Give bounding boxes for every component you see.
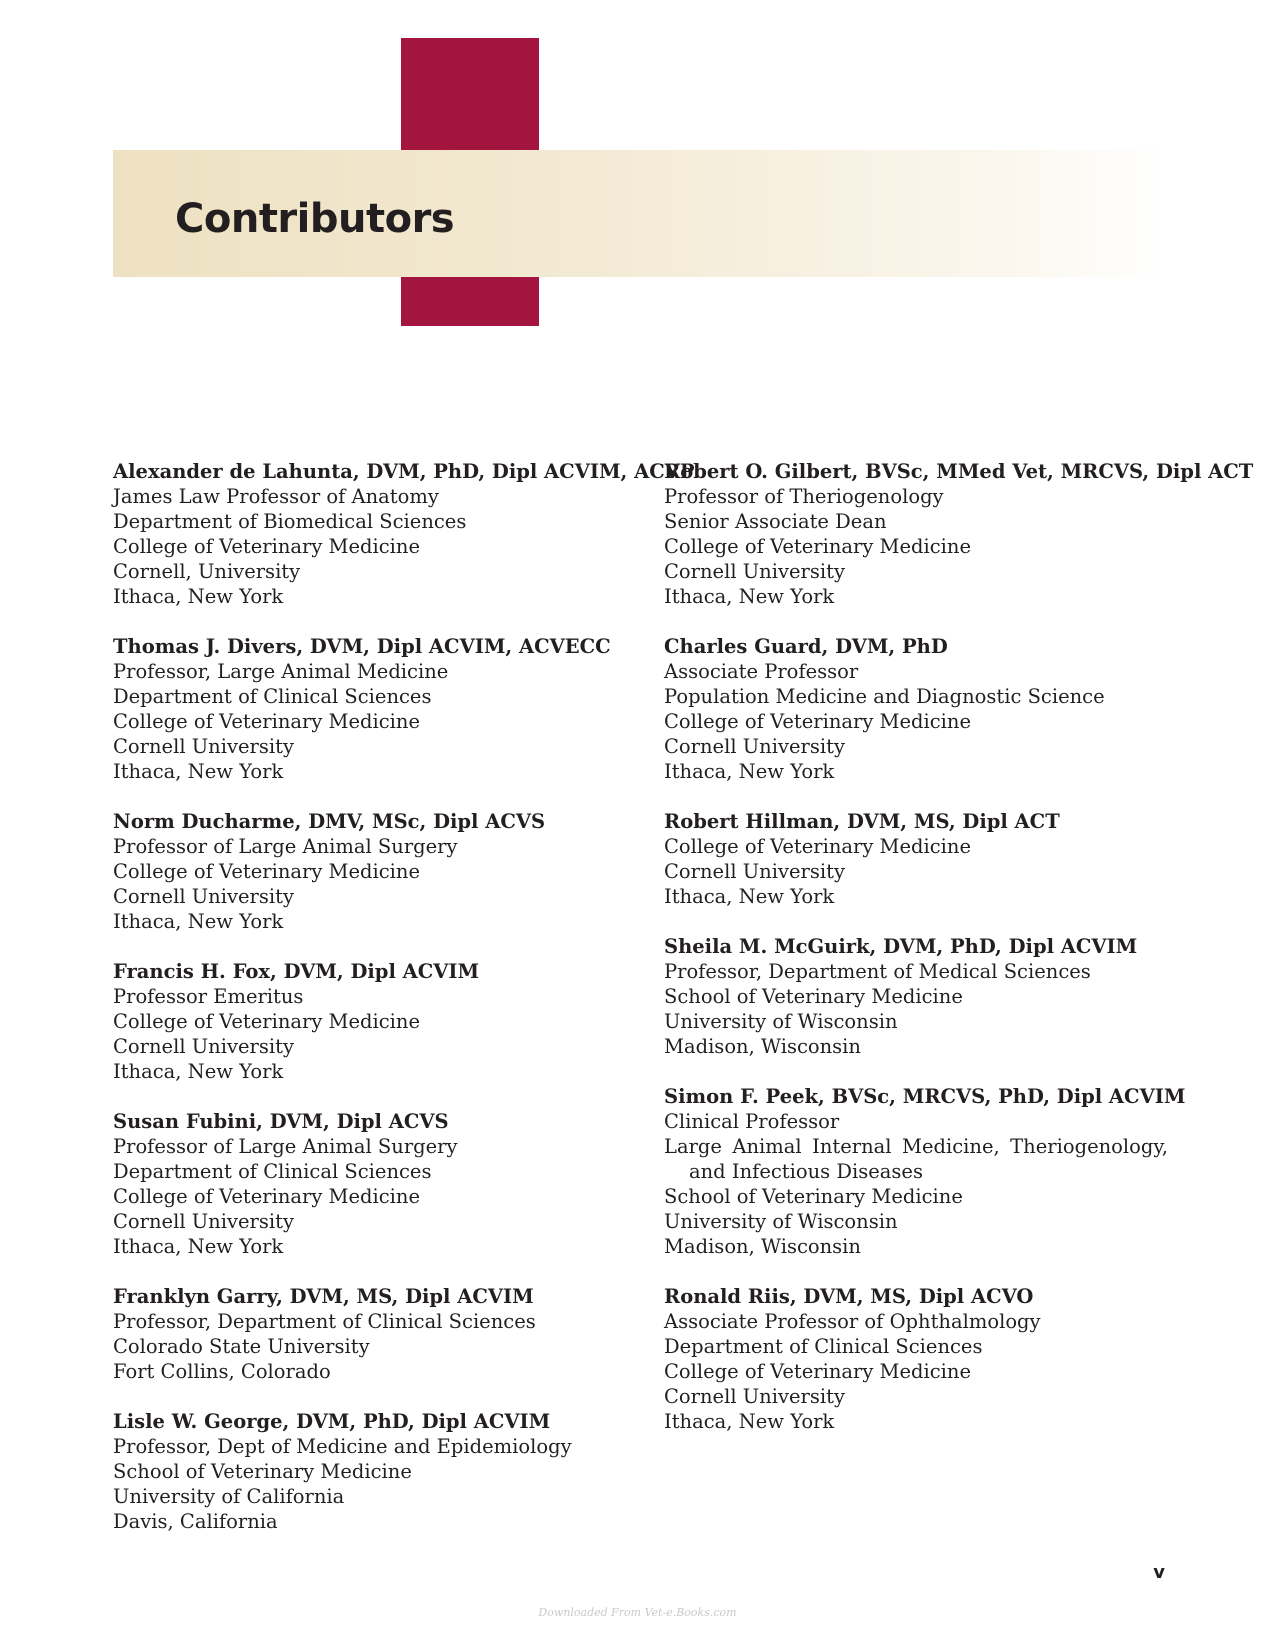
contributor-name: Franklyn Garry, DVM, MS, Dipl ACVIM xyxy=(113,1285,534,1308)
accent-block-bottom xyxy=(401,277,539,326)
contributor-affiliation-line: Department of Clinical Sciences xyxy=(664,1335,983,1358)
contributor-entry xyxy=(664,459,1254,609)
contributor-entry xyxy=(664,809,1168,909)
contributor-entry xyxy=(113,1409,633,1534)
contributor-affiliation-line: Cornell University xyxy=(113,1210,294,1233)
contributor-name: Norm Ducharme, DMV, MSc, Dipl ACVS xyxy=(113,810,546,833)
contributor-affiliation-line: James Law Professor of Anatomy xyxy=(113,485,439,508)
contributor-affiliation-line: Professor of Theriogenology xyxy=(664,485,944,508)
contributor-entry xyxy=(664,934,1168,1059)
contributor-affiliation-line: Ithaca, New York xyxy=(664,585,835,608)
contributor-affiliation-line: Large Animal Internal Medicine, Theriogenology, and Infectious Diseases xyxy=(664,1135,1168,1183)
contributor-entry xyxy=(113,634,633,784)
contributors-column-right xyxy=(664,459,1254,1459)
contributor-affiliation-line: Cornell University xyxy=(664,560,845,583)
watermark: Downloaded From Vet-e.Books.com xyxy=(538,1606,737,1619)
contributor-affiliation-line: Professor of Large Animal Surgery xyxy=(113,835,458,858)
contributor-affiliation-line: Ithaca, New York xyxy=(664,1410,835,1433)
contributor-affiliation-line: Davis, California xyxy=(113,1510,278,1533)
contributor-affiliation-line: Ithaca, New York xyxy=(113,910,284,933)
contributor-name: Robert Hillman, DVM, MS, Dipl ACT xyxy=(664,810,1060,833)
contributor-affiliation-line: University of California xyxy=(113,1485,345,1508)
contributor-affiliation-line: Cornell University xyxy=(664,860,845,883)
contributor-affiliation-line: Cornell University xyxy=(113,735,294,758)
contributor-affiliation-line: College of Veterinary Medicine xyxy=(664,1360,972,1383)
contributor-entry xyxy=(113,1284,633,1384)
contributor-name: Sheila M. McGuirk, DVM, PhD, Dipl ACVIM xyxy=(664,935,1138,958)
contributor-affiliation-line: Cornell, University xyxy=(113,560,301,583)
contributor-affiliation-line: Department of Clinical Sciences xyxy=(113,1160,432,1183)
contributor-affiliation-line: Madison, Wisconsin xyxy=(664,1235,861,1258)
contributor-affiliation-line: School of Veterinary Medicine xyxy=(664,985,963,1008)
contributor-affiliation-line: Ithaca, New York xyxy=(664,885,835,908)
page-title: Contributors xyxy=(175,196,455,242)
contributor-affiliation-line: Professor, Department of Clinical Sciences xyxy=(113,1310,536,1333)
contributor-entry xyxy=(113,459,695,609)
contributor-affiliation-line: Department of Clinical Sciences xyxy=(113,685,432,708)
contributor-affiliation-line: Ithaca, New York xyxy=(113,1060,284,1083)
contributor-affiliation-line: College of Veterinary Medicine xyxy=(113,1185,421,1208)
contributor-affiliation-line: Ithaca, New York xyxy=(113,1235,284,1258)
contributor-affiliation-line: College of Veterinary Medicine xyxy=(664,535,972,558)
contributor-name: Simon F. Peek, BVSc, MRCVS, PhD, Dipl ACVIM xyxy=(664,1085,1186,1108)
contributor-affiliation-line: Professor of Large Animal Surgery xyxy=(113,1135,458,1158)
contributor-affiliation-line: Clinical Professor xyxy=(664,1110,840,1133)
contributor-affiliation-line: Associate Professor xyxy=(664,660,859,683)
contributor-entry xyxy=(113,959,633,1084)
contributor-entry xyxy=(113,809,633,934)
contributor-affiliation-line: Cornell University xyxy=(664,735,845,758)
contributor-affiliation-line: Professor, Dept of Medicine and Epidemiology xyxy=(113,1435,572,1458)
contributor-affiliation-line: Cornell University xyxy=(113,1035,294,1058)
contributor-affiliation-line: Cornell University xyxy=(113,885,294,908)
contributor-entry xyxy=(664,1284,1168,1434)
contributor-affiliation-line: Madison, Wisconsin xyxy=(664,1035,861,1058)
contributor-name: Robert O. Gilbert, BVSc, MMed Vet, MRCVS, Dipl ACT xyxy=(664,460,1254,483)
contributor-affiliation-line: Colorado State University xyxy=(113,1335,370,1358)
contributor-affiliation-line: Senior Associate Dean xyxy=(664,510,887,533)
contributor-entry xyxy=(113,1109,633,1259)
contributor-affiliation-line: Professor, Department of Medical Sciences xyxy=(664,960,1091,983)
contributor-name: Charles Guard, DVM, PhD xyxy=(664,635,948,658)
contributor-name: Ronald Riis, DVM, MS, Dipl ACVO xyxy=(664,1285,1034,1308)
contributor-name: Susan Fubini, DVM, Dipl ACVS xyxy=(113,1110,449,1133)
contributor-affiliation-line: Ithaca, New York xyxy=(113,760,284,783)
contributor-affiliation-line: College of Veterinary Medicine xyxy=(113,860,421,883)
contributor-affiliation-line: College of Veterinary Medicine xyxy=(113,710,421,733)
contributor-affiliation-line: Fort Collins, Colorado xyxy=(113,1360,331,1383)
contributor-affiliation-line: Department of Biomedical Sciences xyxy=(113,510,467,533)
contributor-affiliation-line: College of Veterinary Medicine xyxy=(664,710,972,733)
contributor-entry xyxy=(664,1084,1186,1259)
contributor-affiliation-line: University of Wisconsin xyxy=(664,1010,898,1033)
contributor-affiliation-line: School of Veterinary Medicine xyxy=(113,1460,412,1483)
contributor-name: Thomas J. Divers, DVM, Dipl ACVIM, ACVECC xyxy=(113,635,611,658)
contributor-name: Francis H. Fox, DVM, Dipl ACVIM xyxy=(113,960,480,983)
contributor-affiliation-line: College of Veterinary Medicine xyxy=(113,535,421,558)
contributor-entry xyxy=(664,634,1168,784)
contributor-affiliation-line: College of Veterinary Medicine xyxy=(113,1010,421,1033)
contributor-affiliation-line: Cornell University xyxy=(664,1385,845,1408)
page-number: v xyxy=(1153,1562,1165,1583)
accent-block-top xyxy=(401,38,539,150)
contributor-name: Alexander de Lahunta, DVM, PhD, Dipl ACVIM, ACVP xyxy=(113,460,695,483)
contributors-column-left xyxy=(113,459,695,1559)
contributor-affiliation-line: School of Veterinary Medicine xyxy=(664,1185,963,1208)
contributor-affiliation-line: University of Wisconsin xyxy=(664,1210,898,1233)
contributor-affiliation-line: Ithaca, New York xyxy=(664,760,835,783)
contributor-name: Lisle W. George, DVM, PhD, Dipl ACVIM xyxy=(113,1410,551,1433)
contributor-affiliation-line: Population Medicine and Diagnostic Science xyxy=(664,685,1105,708)
contributor-affiliation-line: Professor, Large Animal Medicine xyxy=(113,660,449,683)
contributor-affiliation-line: Associate Professor of Ophthalmology xyxy=(664,1310,1041,1333)
contributor-affiliation-line: Professor Emeritus xyxy=(113,985,304,1008)
contributor-affiliation-line: Ithaca, New York xyxy=(113,585,284,608)
contributor-affiliation-line: College of Veterinary Medicine xyxy=(664,835,972,858)
